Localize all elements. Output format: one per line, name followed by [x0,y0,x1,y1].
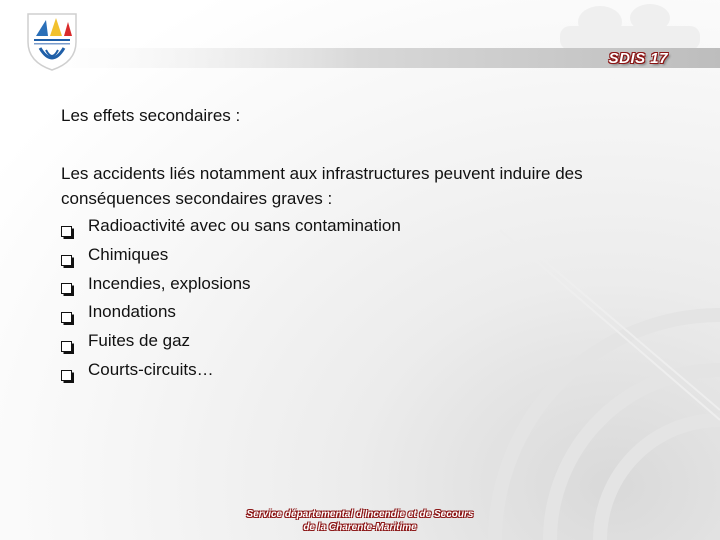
checkbox-bullet-icon [61,277,74,290]
shield-logo-icon [26,12,78,72]
bullet-text: Fuites de gaz [88,331,191,351]
sdis17-brand: SDIS 17 [608,50,668,67]
bullet-text: Inondations [88,302,176,322]
charente-maritime-logo [26,12,78,72]
checkbox-bullet-icon [61,335,74,348]
footer-line-2: de la Charente-Maritime [303,522,417,533]
bullet-text: Incendies, explosions [88,273,251,293]
slide-title: Les effets secondaires : [61,106,241,125]
bullet-text: Courts-circuits… [88,359,214,379]
footer [0,508,720,534]
list-item [61,241,401,270]
intro-paragraph: Les accidents liés notamment aux infrastructures peuvent induire des conséquences secondaires graves : [61,164,583,208]
list-item [61,270,401,299]
bullet-text: Radioactivité avec ou sans contamination [88,216,401,235]
firefighters-silhouette-icon [560,4,700,50]
target-rings-icon [495,315,720,540]
checkbox-bullet-icon [61,364,74,377]
footer-line-1: Service départemental d'Incendie et de Secours [246,509,474,520]
bullet-list [61,212,401,385]
list-item [61,327,401,356]
list-item [61,212,401,241]
checkbox-bullet-icon [61,220,74,233]
bullet-text: Chimiques [88,244,169,264]
list-item [61,356,401,385]
list-item [61,298,401,327]
checkbox-bullet-icon [61,249,74,262]
checkbox-bullet-icon [61,306,74,319]
